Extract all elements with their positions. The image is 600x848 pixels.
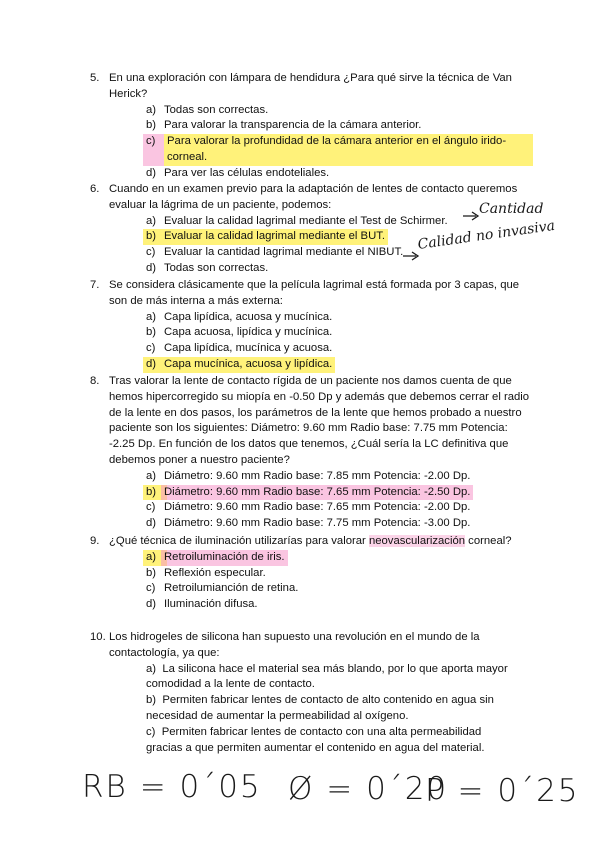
question-stem: Los hidrogeles de silicona han supuesto una revolución en el mundo de la contactología, ya que:	[109, 631, 480, 659]
handwritten-rb-value: RB = 0´05	[82, 769, 262, 805]
option-b-highlighted: b) Evaluar la calidad lagrimal mediante el BUT.	[146, 229, 530, 245]
option-b: b) Capa acuosa, lipídica y mucínica.	[146, 326, 333, 339]
question-9	[90, 534, 530, 613]
option-b: b) Para valorar la transparencia de la cámara anterior.	[146, 119, 422, 132]
highlighted-term: neovascularización	[368, 535, 466, 547]
question-stem: En una exploración con lámpara de hendidura ¿Para qué sirve la técnica de Van Herick?	[109, 72, 512, 100]
option-c: c) Retroilumianción de retina.	[146, 582, 299, 595]
option-a: a) Capa lipídica, acuosa y mucínica.	[146, 310, 333, 323]
options-list	[146, 469, 530, 532]
option-a: a) Evaluar la calidad lagrimal mediante el Test de Schirmer.	[146, 214, 448, 227]
option-b: b) Permiten fabricar lentes de contacto de alto contenido en agua sin necesidad de aumentar la permeabilidad al oxígeno.	[146, 694, 494, 722]
question-number: 6.	[90, 183, 100, 195]
handwritten-diameter-value: Ø = 0´20	[288, 771, 449, 807]
option-a: a) Diámetro: 9.60 mm Radio base: 7.85 mm Potencia: -2.00 Dp.	[146, 469, 471, 482]
option-d: d) Diámetro: 9.60 mm Radio base: 7.75 mm Potencia: -3.00 Dp.	[146, 517, 471, 530]
option-a: a) La silicona hace el material sea más blando, por lo que aporta mayor comodidad a la lente de contacto.	[146, 662, 508, 691]
question-number: 5.	[90, 72, 100, 84]
question-5	[90, 71, 530, 182]
options-list	[146, 550, 530, 613]
handwritten-note-cantidad: Cantidad	[479, 201, 544, 217]
options-list	[146, 662, 510, 757]
option-b-highlighted: b) Diámetro: 9.60 mm Radio base: 7.65 mm Potencia: -2.50 Dp.	[146, 485, 530, 501]
option-d-highlighted: d) Capa mucínica, acuosa y lipídica.	[146, 357, 530, 373]
question-number: 7.	[90, 279, 100, 291]
question-10	[90, 630, 530, 756]
option-d: d) Todas son correctas.	[146, 261, 269, 274]
handwritten-power-value: P = 0´25	[425, 773, 580, 809]
option-b: b) Reflexión especular.	[146, 566, 266, 579]
question-stem: Tras valorar la lente de contacto rígida de un paciente nos damos cuenta de que hemos hipercorregido su miopía en -0.50 Dp y además que debemos cerrar el radio de la lente en dos pasos, los parámetros de la lente que hemos probado a nuestro paciente son los siguientes: Diámetro: 9.60 mm Radio base: 7.75 mm Potencia: -2.25 Dp. En función de los datos que tenemos, ¿Cuál sería la LC definitiva que debemos poner a nuestro paciente?	[109, 375, 530, 466]
question-7	[90, 278, 530, 373]
option-d: d) Para ver las células endoteliales.	[146, 166, 330, 179]
question-stem: Se considera clásicamente que la película lagrimal está formada por 3 capas, que son de más interna a más externa:	[109, 279, 520, 307]
question-8	[90, 374, 530, 532]
option-c: c) Evaluar la cantidad lagrimal mediante el NIBUT.	[146, 246, 404, 259]
question-number: 8.	[90, 375, 100, 387]
question-number: 9.	[90, 535, 100, 547]
question-stem: ¿Qué técnica de iluminación utilizarías para valorar neovascularización corneal?	[109, 535, 512, 547]
option-c: c) Capa lipídica, mucínica y acuosa.	[146, 342, 333, 355]
option-c-highlighted: c) Para valorar la profundidad de la cámara anterior en el ángulo irido-corneal.	[146, 134, 530, 166]
handwritten-note-calidad: Calidad no invasiva	[416, 217, 556, 253]
option-d: d) Iluminación difusa.	[146, 598, 258, 611]
question-number: 10.	[90, 631, 106, 643]
option-a: a) Todas son correctas.	[146, 103, 269, 116]
option-c: c) Permiten fabricar lentes de contacto con una alta permeabilidad gracias a que permiten aumentar el contenido en agua del material.	[146, 725, 485, 754]
option-a-highlighted: a) Retroiluminación de iris.	[146, 550, 530, 566]
option-c: c) Diámetro: 9.60 mm Radio base: 7.65 mm Potencia: -2.00 Dp.	[146, 501, 471, 514]
options-list	[146, 310, 530, 373]
options-list	[146, 103, 530, 182]
question-stem: Cuando en un examen previo para la adaptación de lentes de contacto queremos evaluar la lágrima de un paciente, podemos:	[109, 183, 518, 211]
